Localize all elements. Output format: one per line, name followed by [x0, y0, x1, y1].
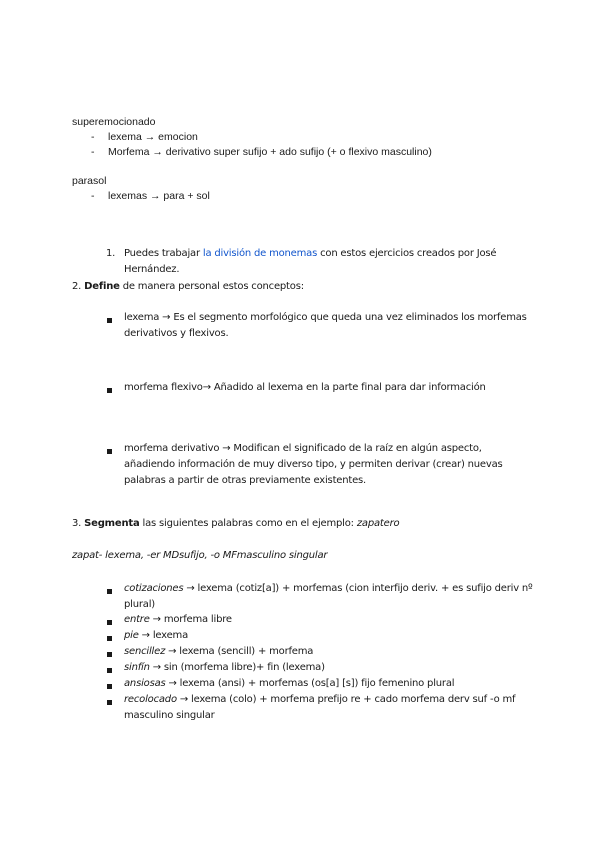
segment-text: → lexema (sencill) + morfema [165, 646, 314, 657]
q1-line2: Hernández. [124, 264, 180, 275]
concept-lexema-line2: derivativos y flexivos. [124, 328, 229, 339]
concept-morfema-derivativo-line2: añadiendo información de muy diverso tipo, y permiten derivar (crear) nuevas [124, 459, 503, 470]
segment-word: pie [124, 630, 139, 641]
dash-bullet: - [91, 146, 95, 158]
dash-bullet: - [91, 131, 95, 143]
segment-word: cotizaciones [124, 583, 184, 594]
q2-bold-word: Define [84, 281, 120, 292]
segment-text: → morfema libre [149, 614, 232, 625]
square-bullet-icon [107, 700, 112, 705]
q3-heading [72, 518, 399, 529]
square-bullet-icon [107, 668, 112, 673]
q2-rest: de manera personal estos conceptos: [119, 281, 304, 292]
segment-text: → lexema [138, 630, 189, 641]
segment-word: entre [124, 614, 150, 625]
q3-example-word: zapatero [356, 518, 400, 529]
segment-word: sencillez [124, 646, 166, 657]
segment-item [124, 678, 454, 689]
q2-heading [72, 281, 304, 292]
segment-text: → lexema (colo) + morfema prefijo re + cado morfema derv suf -o mf [176, 694, 516, 705]
segment-item [124, 662, 325, 673]
segment-word: ansiosas [124, 678, 166, 689]
word-heading-superemocionado: superemocionado [72, 116, 156, 128]
square-bullet-icon [107, 449, 112, 454]
segment-item [124, 583, 533, 594]
segment-word: sinfín [124, 662, 150, 673]
q1-number: 1. [106, 248, 116, 259]
q1-text-after: con estos ejercicios creados por José [317, 248, 497, 259]
concept-morfema-derivativo-line1: morfema derivativo → Modifican el significado de la raíz en algún aspecto, [124, 443, 482, 454]
concept-morfema-derivativo-line3: palabras a partir de otras previamente existentes. [124, 475, 367, 486]
square-bullet-icon [107, 620, 112, 625]
segment-text: → lexema (cotiz[a]) + morfemas (cion interfijo deriv. + es sufijo deriv nº [183, 583, 533, 594]
list-item: Morfema → derivativo super sufijo + ado sufijo (+ o flexivo masculino) [108, 146, 432, 158]
q3-example: zapat- lexema, -er MDsufijo, -o MFmasculino singular [72, 550, 328, 561]
segment-item [124, 614, 232, 625]
dash-bullet: - [91, 190, 95, 202]
square-bullet-icon [107, 318, 112, 323]
square-bullet-icon [107, 589, 112, 594]
q3-rest: las siguientes palabras como en el ejemplo: [139, 518, 357, 529]
segment-word: recolocado [124, 694, 177, 705]
segment-text: → lexema (ansi) + morfemas (os[a] [s]) fijo femenino plural [165, 678, 455, 689]
division-monemas-link[interactable]: la división de monemas [202, 248, 318, 259]
word-heading-parasol: parasol [72, 175, 107, 187]
q1-text-before: Puedes trabajar [124, 248, 203, 259]
square-bullet-icon [107, 652, 112, 657]
concept-lexema-line1: lexema → Es el segmento morfológico que queda una vez eliminados los morfemas [124, 312, 527, 323]
segment-item-line2: plural) [124, 599, 155, 610]
square-bullet-icon [107, 636, 112, 641]
list-item: lexema → emocion [108, 131, 198, 143]
segment-item [124, 630, 188, 641]
q3-number: 3. [72, 518, 82, 529]
q2-number: 2. [72, 281, 82, 292]
concept-morfema-flexivo: morfema flexivo→ Añadido al lexema en la parte final para dar información [124, 382, 486, 393]
square-bullet-icon [107, 684, 112, 689]
segment-item [124, 694, 515, 705]
q3-bold-word: Segmenta [84, 518, 140, 529]
q1-line1 [124, 248, 496, 259]
segment-item-line2: masculino singular [124, 710, 215, 721]
segment-text: → sin (morfema libre)+ fin (lexema) [149, 662, 325, 673]
square-bullet-icon [107, 388, 112, 393]
list-item: lexemas → para + sol [108, 190, 210, 202]
segment-item [124, 646, 313, 657]
